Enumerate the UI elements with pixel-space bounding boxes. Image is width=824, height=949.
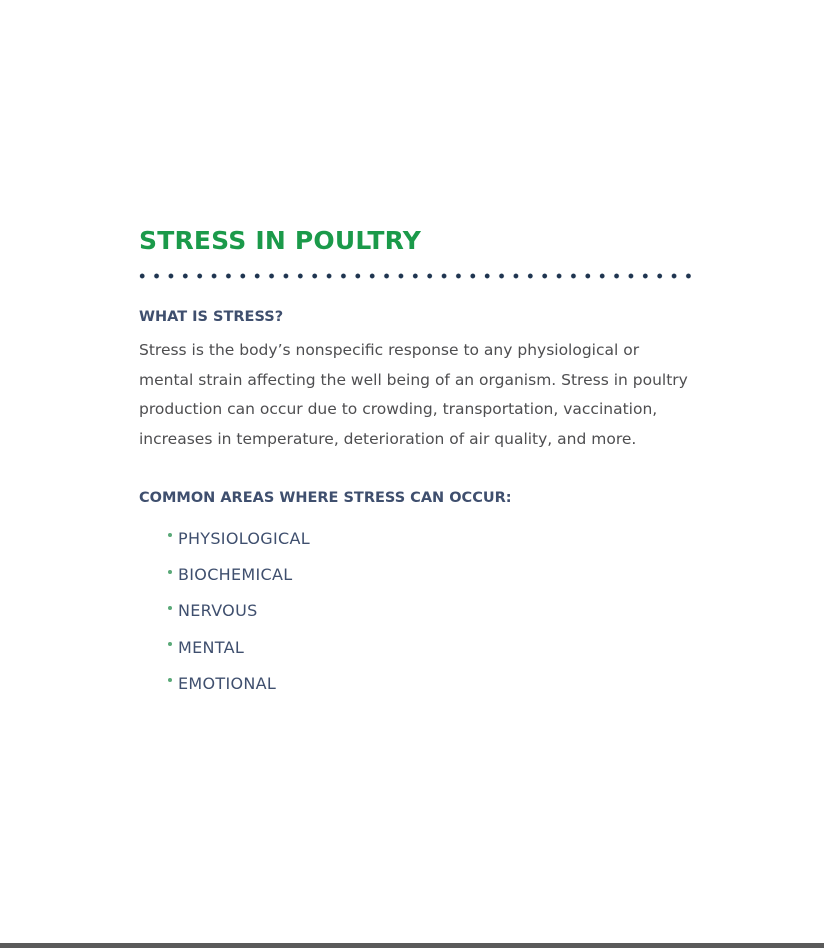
list-item-label: BIOCHEMICAL bbox=[178, 565, 293, 585]
bottom-rule bbox=[0, 943, 824, 948]
bullet-dot-icon bbox=[168, 642, 172, 646]
list-item-label: PHYSIOLOGICAL bbox=[178, 528, 310, 548]
list-item bbox=[168, 629, 699, 665]
list-item bbox=[168, 520, 699, 556]
document-content bbox=[139, 224, 699, 701]
common-areas-heading: COMMON AREAS WHERE STRESS CAN OCCUR: bbox=[139, 490, 512, 507]
stress-areas-list bbox=[139, 520, 699, 701]
list-item-label: MENTAL bbox=[178, 637, 245, 657]
list-item-label: NERVOUS bbox=[178, 601, 258, 621]
list-item bbox=[168, 665, 699, 701]
bullet-dot-icon bbox=[168, 533, 172, 537]
list-item bbox=[168, 557, 699, 593]
bullet-dot-icon bbox=[168, 678, 172, 682]
what-is-stress-heading: WHAT IS STRESS? bbox=[139, 309, 284, 325]
dotted-divider bbox=[139, 273, 691, 279]
bullet-dot-icon bbox=[168, 570, 172, 574]
list-item bbox=[168, 593, 699, 629]
bullet-dot-icon bbox=[168, 606, 172, 610]
page-title: STRESS IN POULTRY bbox=[139, 226, 422, 255]
list-item-label: EMOTIONAL bbox=[178, 673, 277, 693]
what-is-stress-paragraph: Stress is the body’s nonspecific response to any physiological or mental strain affecting the well being of an organism. Stress in poultry production can occur due to crowding, transportation, vaccination, increases in temperature, deterioration of air quality, and more. bbox=[139, 341, 688, 448]
